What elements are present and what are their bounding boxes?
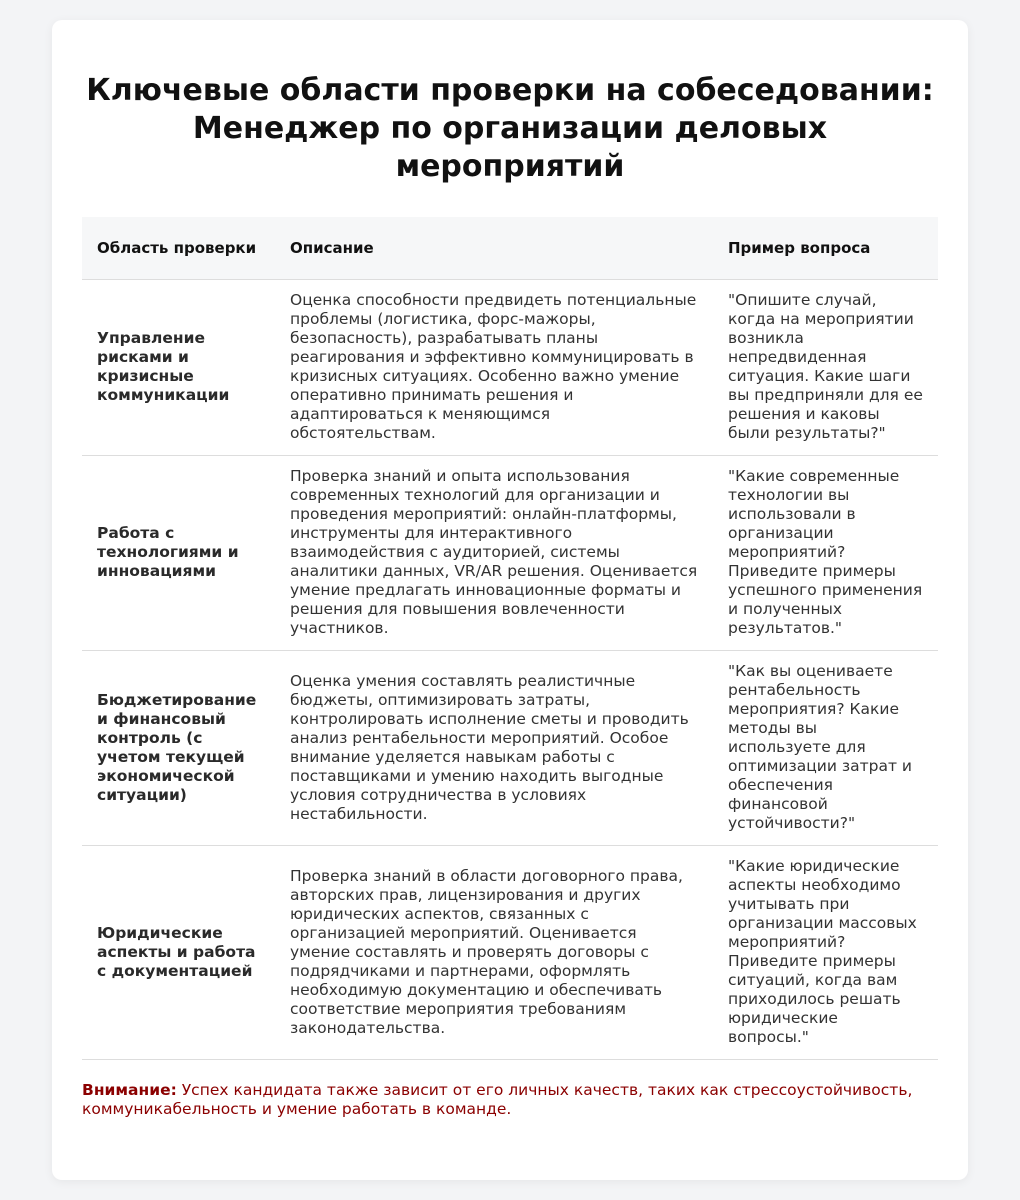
criteria-table (82, 217, 938, 1060)
attention-label: Внимание: (82, 1081, 177, 1099)
table-header-row (82, 217, 938, 280)
area-cell: Бюджетирование и финансовый контроль (с учетом текущей экономической ситуации) (82, 651, 275, 846)
table-header (82, 217, 938, 280)
document-card (52, 20, 968, 1180)
table-row (82, 280, 938, 456)
area-cell: Юридические аспекты и работа с документацией (82, 846, 275, 1060)
table-row (82, 651, 938, 846)
area-cell: Работа с технологиями и инновациями (82, 456, 275, 651)
column-header-description: Описание (275, 217, 713, 280)
column-header-area: Область проверки (82, 217, 275, 280)
question-cell: "Какие современные технологии вы использовали в организации мероприятий? Приведите примеры успешного применения и полученных результатов." (713, 456, 938, 651)
column-header-question: Пример вопроса (713, 217, 938, 280)
description-cell: Проверка знаний и опыта использования современных технологий для организации и проведения мероприятий: онлайн-платформы, инструменты для интерактивного взаимодействия с аудиторией, системы аналитики данных, VR/AR решения. Оценивается умение предлагать инновационные форматы и решения для повышения вовлеченности участников. (275, 456, 713, 651)
table-row (82, 846, 938, 1060)
description-cell: Проверка знаний в области договорного права, авторских прав, лицензирования и других юридических аспектов, связанных с организацией мероприятий. Оценивается умение составлять и проверять договоры с подрядчиками и партнерами, оформлять необходимую документацию и обеспечивать соответствие мероприятия требованиям законодательства. (275, 846, 713, 1060)
description-cell: Оценка способности предвидеть потенциальные проблемы (логистика, форс-мажоры, безопасность), разрабатывать планы реагирования и эффективно коммуницировать в кризисных ситуациях. Особенно важно умение оперативно принимать решения и адаптироваться к меняющимся обстоятельствам. (275, 280, 713, 456)
question-cell: "Опишите случай, когда на мероприятии возникла непредвиденная ситуация. Какие шаги вы предприняли для ее решения и каковы были результаты?" (713, 280, 938, 456)
table-body (82, 280, 938, 1060)
question-cell: "Как вы оцениваете рентабельность мероприятия? Какие методы вы используете для оптимизации затрат и обеспечения финансовой устойчивости?" (713, 651, 938, 846)
question-cell: "Какие юридические аспекты необходимо учитывать при организации массовых мероприятий? Приведите примеры ситуаций, когда вам приходилось решать юридические вопросы." (713, 846, 938, 1060)
table-row (82, 456, 938, 651)
attention-note (82, 1081, 938, 1119)
description-cell: Оценка умения составлять реалистичные бюджеты, оптимизировать затраты, контролировать исполнение сметы и проводить анализ рентабельности мероприятий. Особое внимание уделяется навыкам работы с поставщиками и умению находить выгодные условия сотрудничества в условиях нестабильности. (275, 651, 713, 846)
page-title: Ключевые области проверки на собеседовании: Менеджер по организации деловых мероприятий (86, 73, 934, 184)
attention-text: Успех кандидата также зависит от его личных качеств, таких как стрессоустойчивость, коммуникабельность и умение работать в команде. (82, 1081, 913, 1118)
area-cell: Управление рисками и кризисные коммуникации (82, 280, 275, 456)
